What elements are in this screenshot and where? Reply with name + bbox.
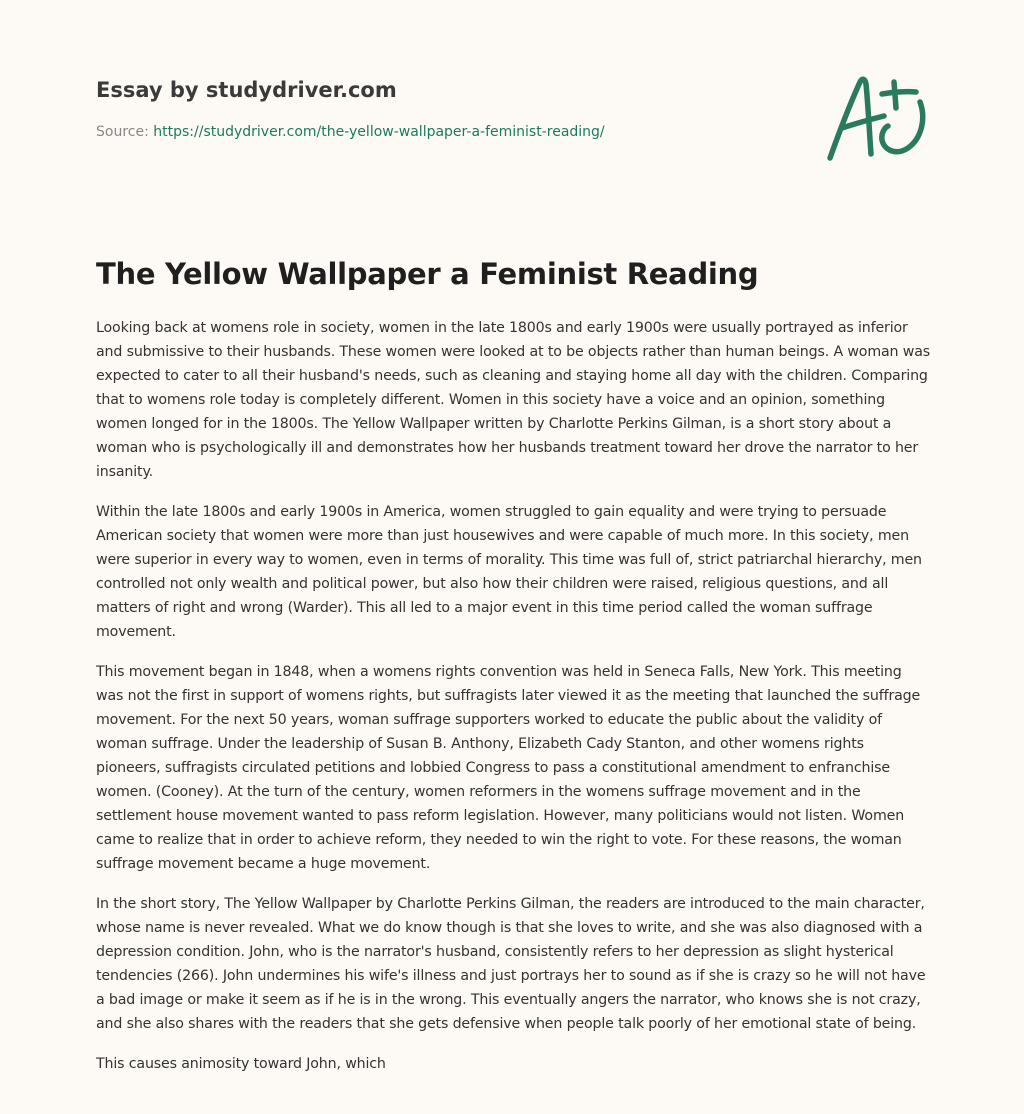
essay-paragraph: This causes animosity toward John, which: [96, 1056, 386, 1072]
page-header: [96, 0, 928, 200]
a-plus-logo-icon: [824, 68, 928, 164]
essay-paragraph: This movement began in 1848, when a womens rights convention was held in Seneca Falls, New York. This meeting was not the first in support of womens rights, but suffragists later viewed it as the meeting that launched the suffrage movement. For the next 50 years, woman suffrage supporters worked to educate the public about the validity of woman suffrage. Under the leadership of Susan B. Anthony, Elizabeth Cady Stanton, and other womens rights pioneers, suffragists circulated petitions and lobbied Congress to pass a constitutional amendment to enfranchise women. (Cooney). At the turn of the century, women reformers in the womens suffrage movement and in the settlement house movement wanted to pass reform legislation. However, many politicians would not listen. Women came to realize that in order to achieve reform, they needed to win the right to vote. For these reasons, the woman suffrage movement became a huge movement.: [96, 664, 921, 872]
source-label: Source:: [96, 124, 149, 140]
essay-title: The Yellow Wallpaper a Feminist Reading: [96, 257, 759, 291]
brand-title: Essay by studydriver.com: [96, 78, 397, 102]
essay-paragraph: Within the late 1800s and early 1900s in America, women struggled to gain equality and were trying to persuade American society that women were more than just housewives and were capable of much more. In this society, men were superior in every way to women, even in terms of morality. This time was full of, strict patriarchal hierarchy, men controlled not only wealth and political power, but also how their children were raised, religious questions, and all matters of right and wrong (Warder). This all led to a major event in this time period called the woman suffrage movement.: [96, 504, 922, 640]
essay-paragraph: In the short story, The Yellow Wallpaper by Charlotte Perkins Gilman, the readers are introduced to the main character, whose name is never revealed. What we do know though is that she loves to write, and she was also diagnosed with a depression condition. John, who is the narrator's husband, consistently refers to her depression as slight hysterical tendencies (266). John undermines his wife's illness and just portrays her to sound as if she is crazy so he will not have a bad image or make it seem as if he is in the wrong. This eventually angers the narrator, who knows she is not crazy, and she also shares with the readers that she gets defensive when people talk poorly of her emotional state of being.: [96, 896, 926, 1032]
source-line: [96, 122, 605, 142]
essay-body: [96, 316, 930, 1092]
essay-paragraph: Looking back at womens role in society, women in the late 1800s and early 1900s were usually portrayed as inferior and submissive to their husbands. These women were looked at to be objects rather than human beings. A woman was expected to cater to all their husband's needs, such as cleaning and staying home all day with the children. Comparing that to womens role today is completely different. Women in this society have a voice and an opinion, something women longed for in the 1800s. The Yellow Wallpaper written by Charlotte Perkins Gilman, is a short story about a woman who is psychologically ill and demonstrates how her husbands treatment toward her drove the narrator to her insanity.: [96, 320, 930, 480]
source-link[interactable]: https://studydriver.com/the-yellow-wallpaper-a-feminist-reading/: [153, 124, 605, 140]
